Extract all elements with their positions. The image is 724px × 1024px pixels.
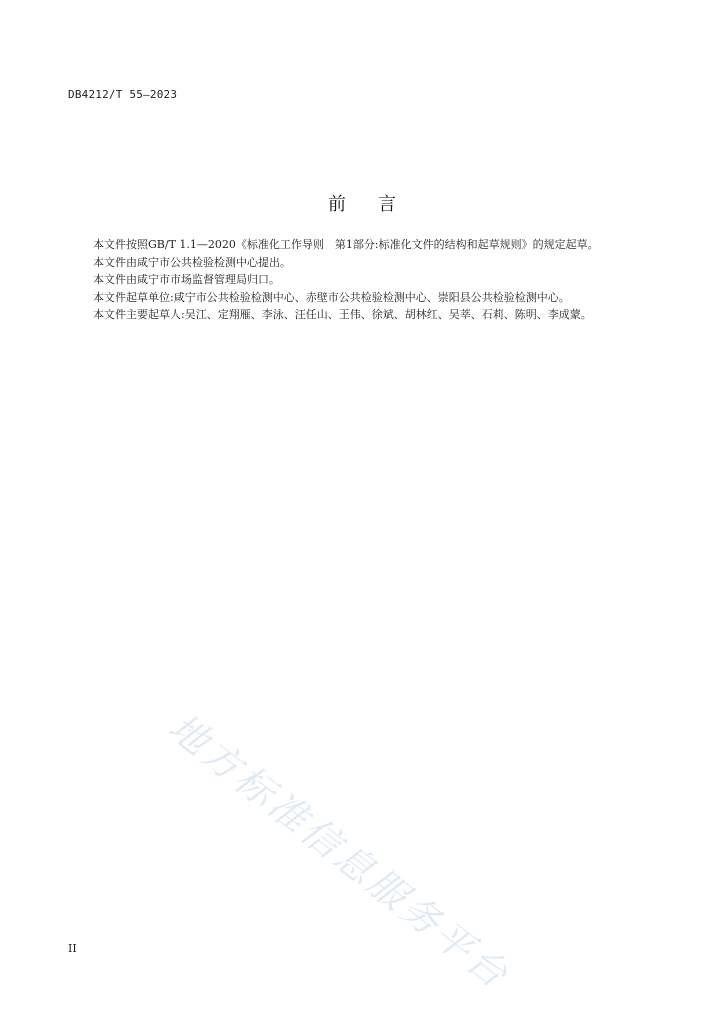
paragraph-drafters: 本文件主要起草人:吴江、定翔雁、李泳、汪任山、王伟、徐斌、胡林红、吴莘、石莉、陈明、李成蒙。 [93,308,592,321]
section-title: 前言 [328,194,428,215]
paragraph-proposer: 本文件由咸宁市公共检验检测中心提出。 [93,255,291,269]
paragraph-administrator: 本文件由咸宁市市场监督管理局归口。 [93,273,280,286]
paragraph-drafting-units: 本文件起草单位:咸宁市公共检验检测中心、赤壁市公共检验检测中心、崇阳县公共检验检测中心。 [93,290,570,304]
watermark-text: 地方标准信息服务平台 [160,704,519,999]
foreword-body [68,236,640,324]
document-code: DB4212/T 55—2023 [68,88,178,101]
page-number: II [68,942,77,955]
paragraph-drafting-basis: 本文件按照GB/T 1.1—2020《标准化工作导则 第1部分:标准化文件的结构和起草规则》的规定起草。 [93,238,599,251]
